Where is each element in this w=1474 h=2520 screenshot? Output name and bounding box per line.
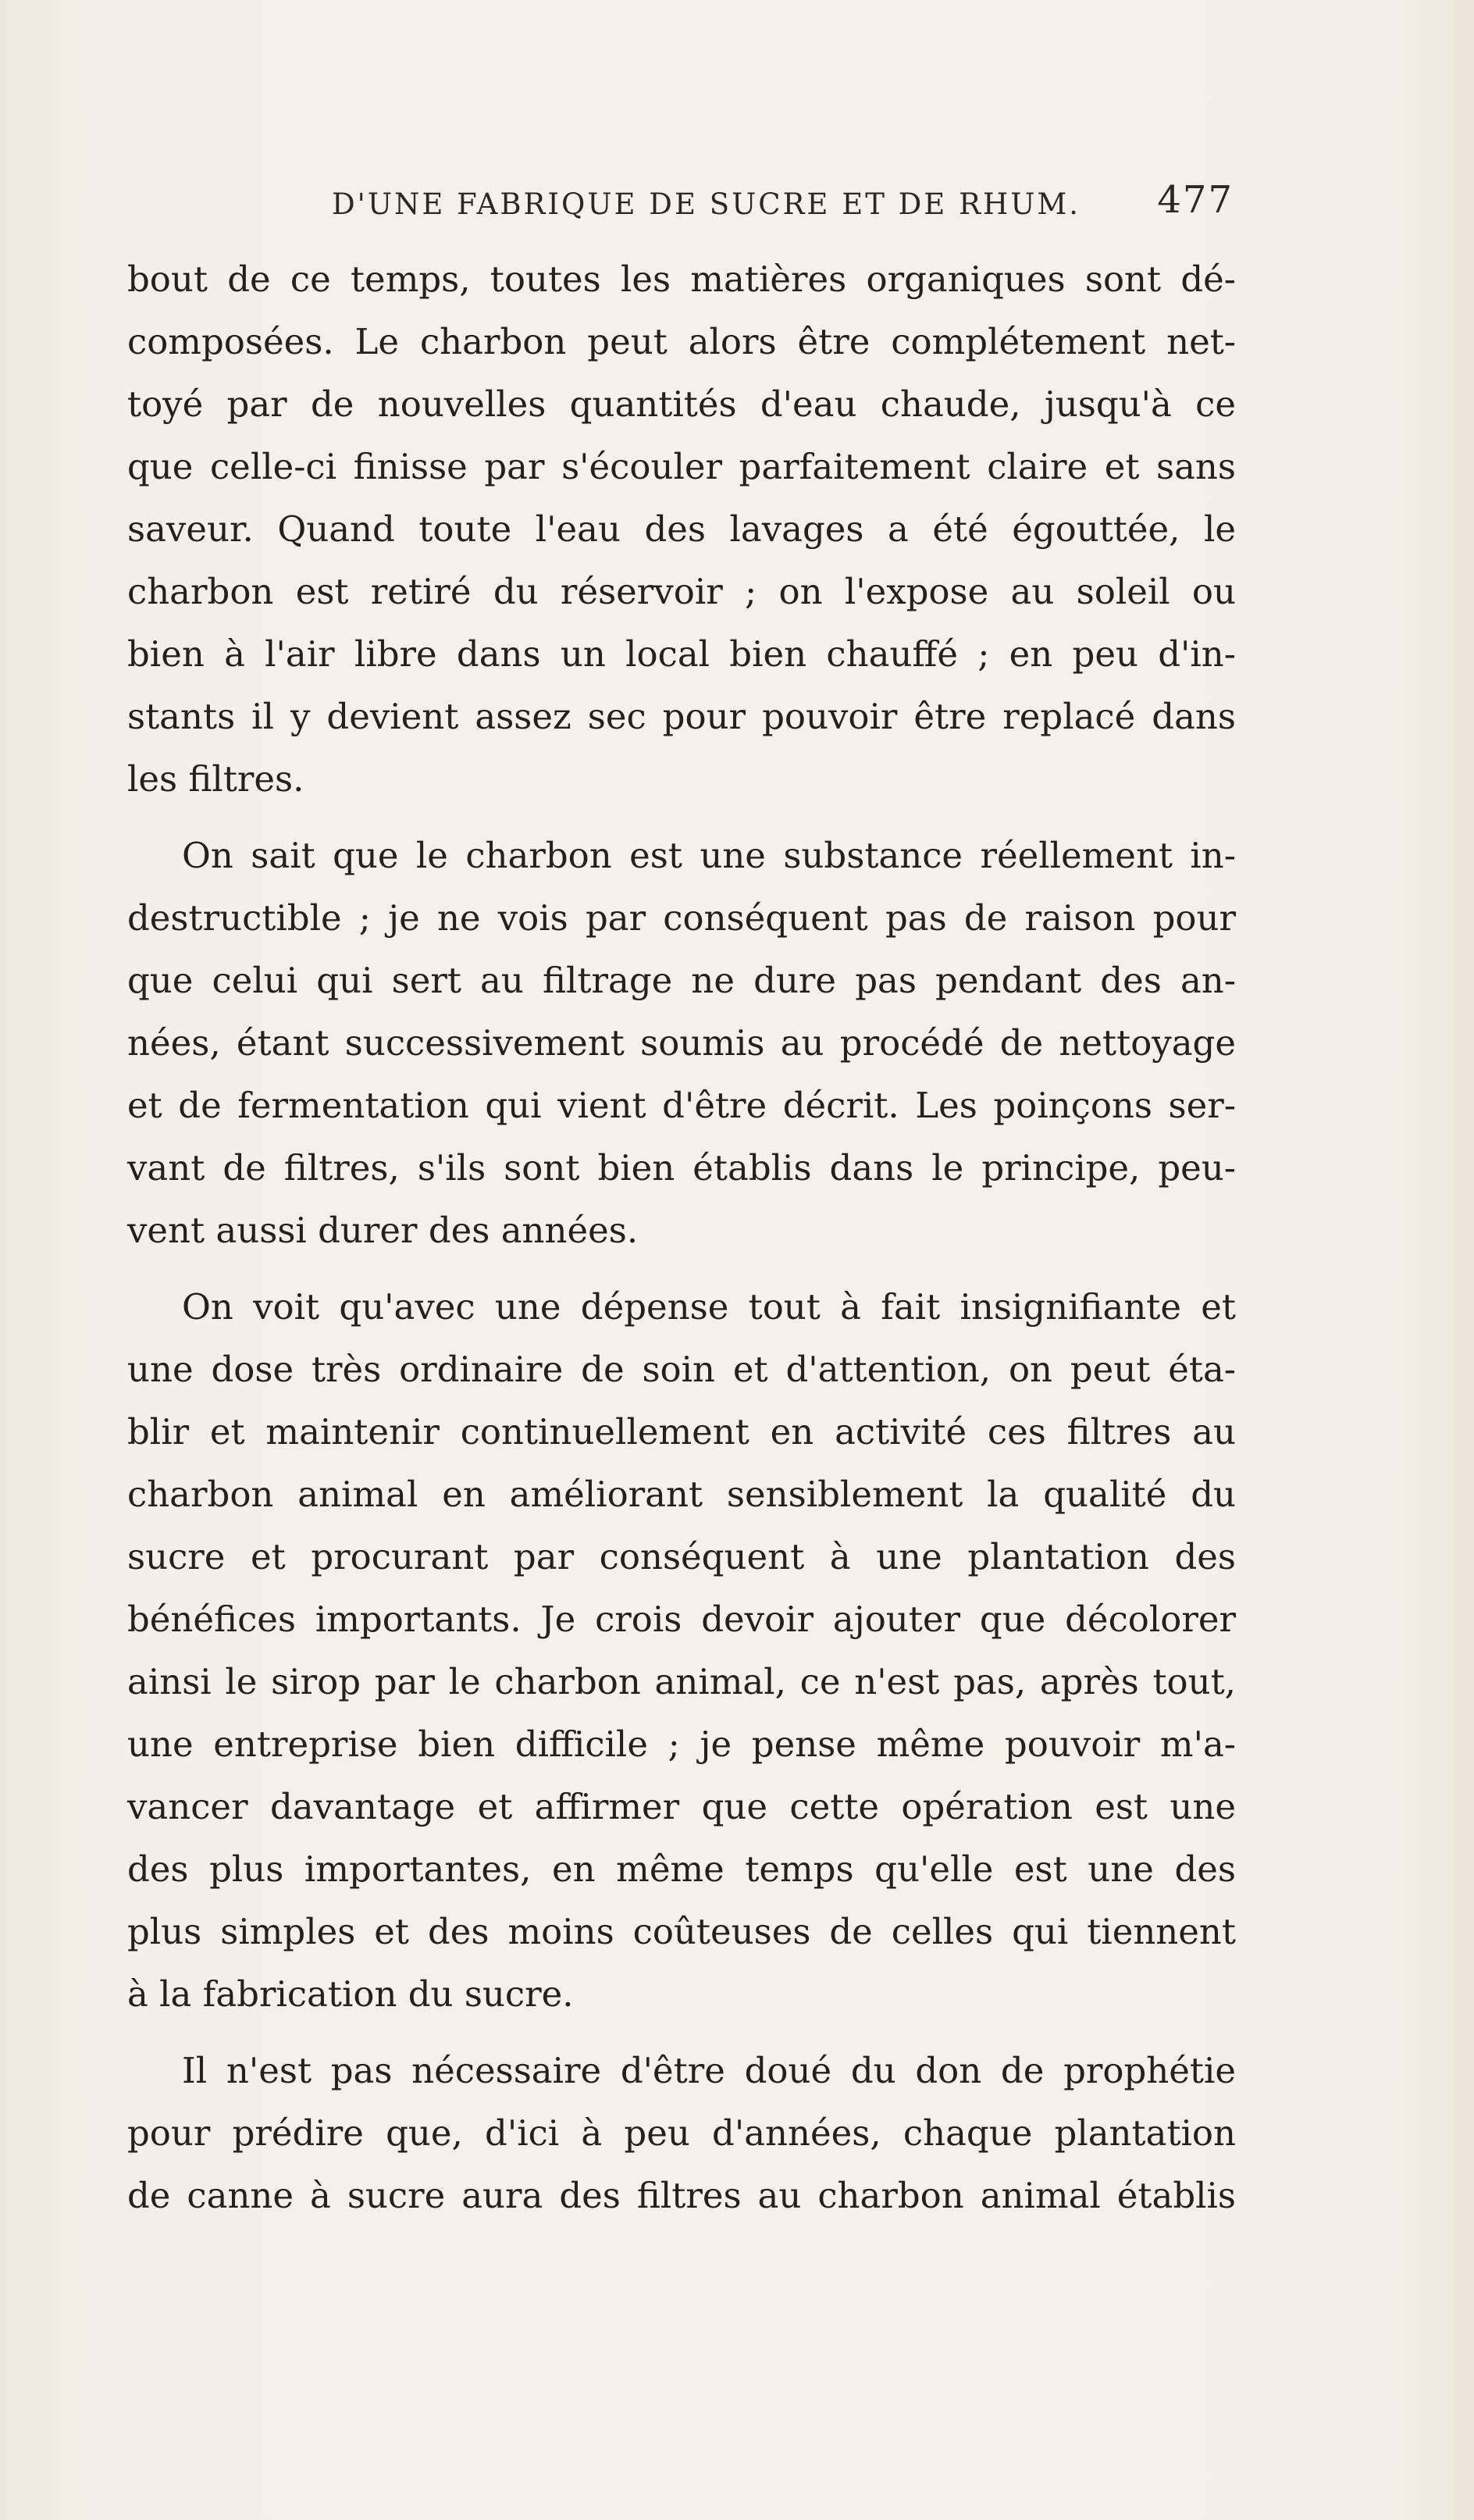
running-head — [156, 178, 1234, 233]
page-number: 477 — [1157, 178, 1234, 222]
text-line: une entreprise bien difficile ; je pense même pouvoir m'a- — [127, 1723, 1236, 1765]
text-line: sucre et procurant par conséquent à une plantation des — [127, 1536, 1236, 1577]
text-line: bout de ce temps, toutes les matières organiques sont dé- — [127, 258, 1236, 300]
text-line: On sait que le charbon est une substance réellement in- — [182, 835, 1236, 876]
paragraph-3 — [127, 1276, 1236, 2026]
paragraph-1 — [127, 248, 1236, 811]
text-line: destructible ; je ne vois par conséquent pas de raison pour — [127, 897, 1236, 939]
text-line: toyé par de nouvelles quantités d'eau chaude, jusqu'à ce — [127, 383, 1236, 425]
paragraph-2 — [127, 825, 1236, 1262]
text-line: stants il y devient assez sec pour pouvoir être replacé dans — [127, 696, 1236, 737]
text-line: composées. Le charbon peut alors être complétement net- — [127, 321, 1236, 362]
text-line: de canne à sucre aura des filtres au charbon animal établis — [127, 2175, 1236, 2216]
text-line: ainsi le sirop par le charbon animal, ce n'est pas, après tout, — [127, 1661, 1236, 1702]
text-line: une dose très ordinaire de soin et d'attention, on peut éta- — [127, 1349, 1236, 1390]
text-line: saveur. Quand toute l'eau des lavages a été égouttée, le — [127, 508, 1236, 550]
text-line: des plus importantes, en même temps qu'elle est une des — [127, 1848, 1236, 1890]
text-line: à la fabrication du sucre. — [127, 1973, 574, 2015]
text-line: bénéfices importants. Je crois devoir ajouter que décolorer — [127, 1599, 1236, 1640]
text-line: vant de filtres, s'ils sont bien établis dans le principe, peu- — [127, 1147, 1236, 1189]
text-line: charbon est retiré du réservoir ; on l'expose au soleil ou — [127, 571, 1236, 612]
text-line: plus simples et des moins coûteuses de celles qui tiennent — [127, 1911, 1236, 1952]
body-text — [127, 248, 1236, 2227]
text-line: les filtres. — [127, 758, 304, 800]
text-line: vent aussi durer des années. — [127, 1210, 639, 1251]
text-line: bien à l'air libre dans un local bien chauffé ; en peu d'in- — [127, 633, 1236, 675]
text-line: pour prédire que, d'ici à peu d'années, chaque plantation — [127, 2112, 1236, 2154]
text-line: blir et maintenir continuellement en activité ces filtres au — [127, 1411, 1236, 1452]
text-line: charbon animal en améliorant sensiblement la qualité du — [127, 1474, 1236, 1515]
running-title: D'UNE FABRIQUE DE SUCRE ET DE RHUM. — [332, 187, 1081, 221]
text-line: vancer davantage et affirmer que cette opération est une — [127, 1786, 1236, 1827]
paragraph-4 — [127, 2040, 1236, 2227]
text-line: que celui qui sert au filtrage ne dure pas pendant des an- — [127, 960, 1236, 1001]
text-line: nées, étant successivement soumis au procédé de nettoyage — [127, 1022, 1236, 1064]
text-line: et de fermentation qui vient d'être décrit. Les poinçons ser- — [127, 1085, 1236, 1126]
text-line: On voit qu'avec une dépense tout à fait insignifiante et — [182, 1286, 1236, 1328]
text-line: Il n'est pas nécessaire d'être doué du don de prophétie — [182, 2050, 1236, 2091]
text-line: que celle-ci finisse par s'écouler parfaitement claire et sans — [127, 446, 1236, 487]
